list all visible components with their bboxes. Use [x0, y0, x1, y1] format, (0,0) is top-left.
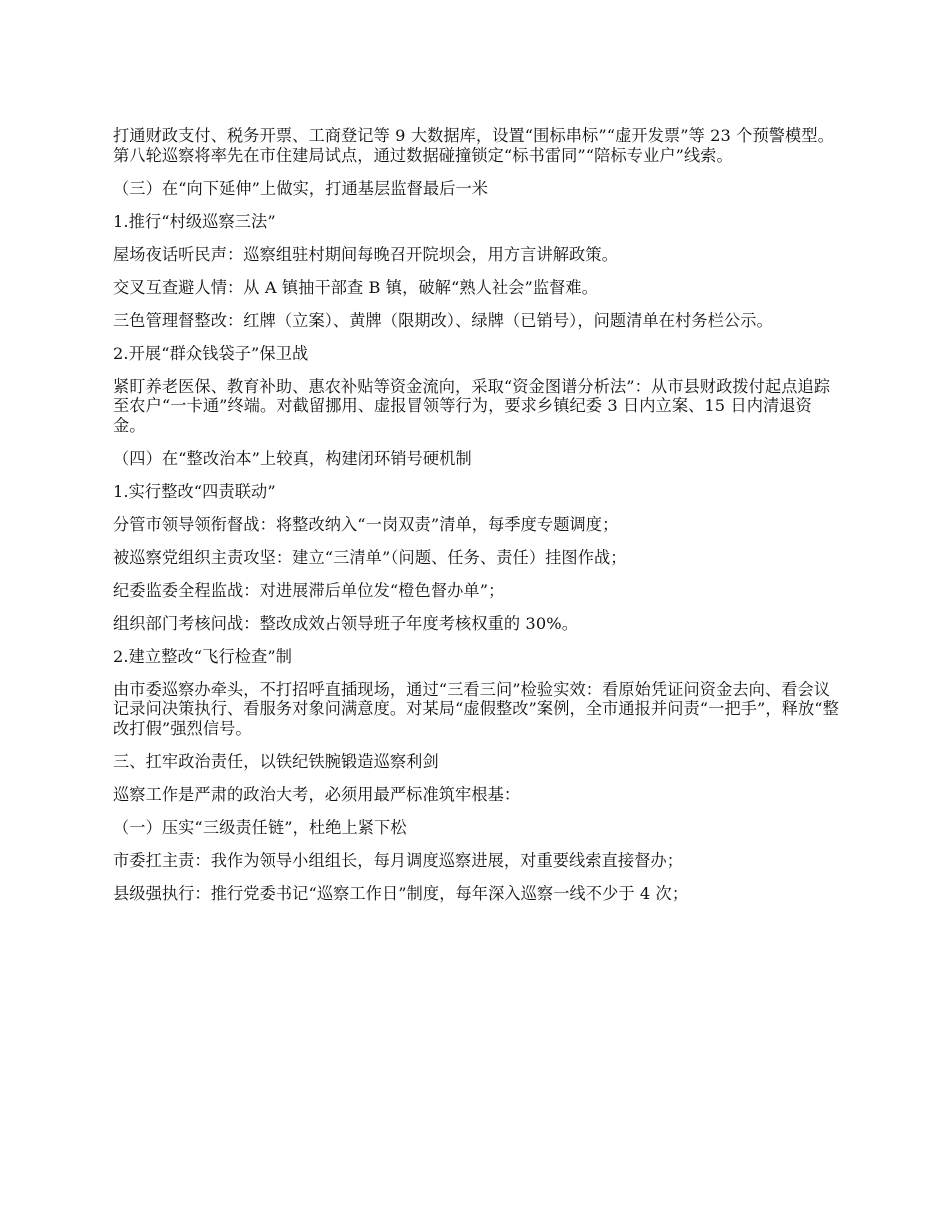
paragraph-night-talk: 屋场夜话听民声：巡察组驻村期间每晚召开院坝会，用方言讲解政策。 — [113, 244, 618, 264]
part-heading-3: 三、扛牢政治责任，以铁纪铁腕锻造巡察利剑 — [113, 751, 439, 771]
item-heading-village-methods: 1.推行“村级巡察三法” — [113, 211, 276, 231]
sub-heading-1: （一）压实“三级责任链”，杜绝上紧下松 — [113, 817, 407, 837]
paragraph-money-bag: 紧盯养老医保、教育补助、惠农补贴等资金流向，采取“资金图谱分析法”：从市县财政拨付起点追踪至农户“一卡通”终端。对截留挪用、虚报冒领等行为，要求乡镇纪委 3 日内立案、15 日内清退资金。 — [113, 376, 831, 435]
paragraph-flight-check: 由市委巡察办牵头，不打招呼直插现场，通过“三看三问”检验实效：看原始凭证问资金去向、看会议记录问决策执行、看服务对象问满意度。对某局“虚假整改”案例，全市通报并问责“一把手”，释放“整改打假”强烈信号。 — [113, 679, 839, 738]
paragraph-cross-check: 交叉互查避人情：从 A 镇抽干部查 B 镇，破解“熟人社会”监督难。 — [113, 277, 598, 297]
item-heading-flight-check: 2.建立整改“飞行检查”制 — [113, 646, 292, 666]
item-heading-four-responsibilities: 1.实行整改“四责联动” — [113, 481, 276, 501]
section-heading-3: （三）在“向下延伸”上做实，打通基层监督最后一米 — [113, 178, 489, 198]
paragraph-party-org: 被巡察党组织主责攻坚：建立“三清单”（问题、任务、责任）挂图作战； — [113, 547, 627, 567]
item-heading-money-bag: 2.开展“群众钱袋子”保卫战 — [113, 343, 309, 363]
document-page — [113, 126, 841, 917]
paragraph-exam: 巡察工作是严肃的政治大考，必须用最严标准筑牢根基： — [113, 784, 521, 804]
paragraph-continuation: 打通财政支付、税务开票、工商登记等 9 大数据库，设置“围标串标”“虚开发票”等 23 个预警模型。第八轮巡察将率先在市住建局试点，通过数据碰撞锁定“标书雷同”“陪标专业户”线索。 — [113, 126, 834, 165]
paragraph-county: 县级强执行：推行党委书记“巡察工作日”制度，每年深入巡察一线不少于 4 次； — [113, 883, 689, 903]
paragraph-city: 市委扛主责：我作为领导小组组长，每月调度巡察进展，对重要线索直接督办； — [113, 850, 684, 870]
paragraph-three-colors: 三色管理督整改：红牌（立案）、黄牌（限期改）、绿牌（已销号），问题清单在村务栏公示。 — [113, 310, 773, 330]
paragraph-leader: 分管市领导领衔督战：将整改纳入“一岗双责”清单，每季度专题调度； — [113, 514, 619, 534]
paragraph-discipline: 纪委监委全程监战：对进展滞后单位发“橙色督办单”； — [113, 580, 505, 600]
section-heading-4: （四）在“整改治本”上较真，构建闭环销号硬机制 — [113, 448, 472, 468]
paragraph-organization: 组织部门考核问战：整改成效占领导班子年度考核权重的 30%。 — [113, 613, 578, 633]
